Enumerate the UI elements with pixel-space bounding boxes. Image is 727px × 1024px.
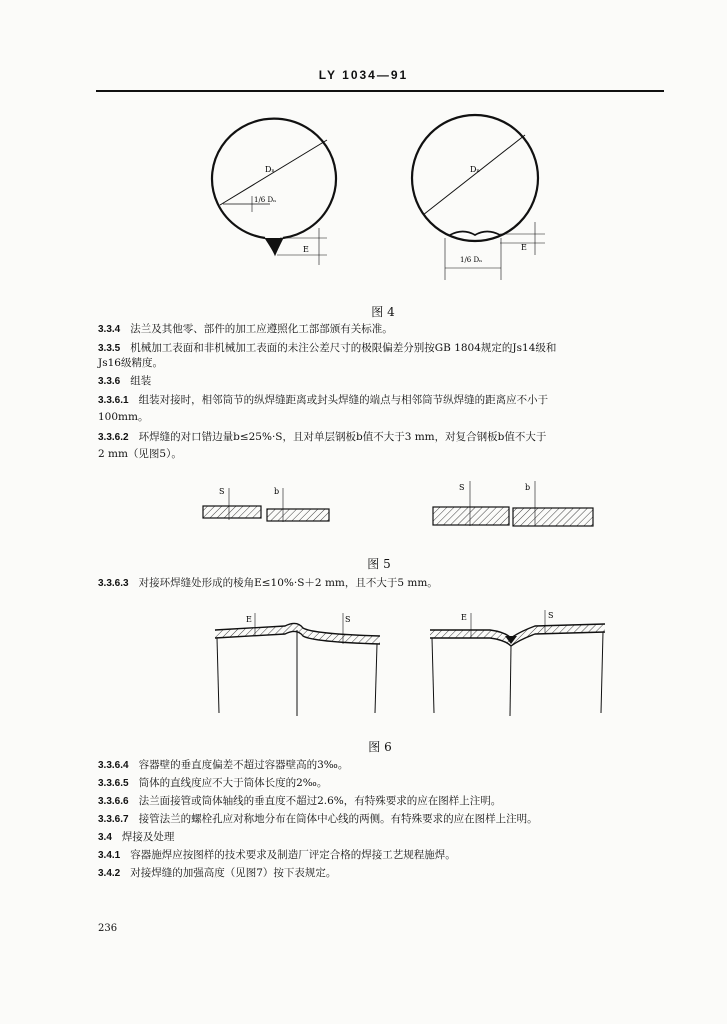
- section-line: [98, 393, 668, 408]
- section-line: [98, 356, 668, 370]
- section-text: 对接焊缝的加强高度（见图7）按下表规定。: [130, 867, 337, 879]
- fig5-right-s-label: S: [459, 483, 465, 492]
- fig4-right-drawing: [412, 115, 545, 280]
- figure-5-caption: 图 5: [367, 557, 391, 571]
- section-number: 3.3.6.5: [98, 778, 129, 789]
- section-text: 法兰及其他零、部件的加工应遵照化工部部颁有关标准。: [130, 323, 393, 335]
- fig6-right-s-label: S: [548, 611, 554, 620]
- section-number: 3.3.6.4: [98, 760, 129, 771]
- section-number: 3.3.4: [98, 324, 121, 335]
- header-rule: [96, 90, 664, 92]
- fig4-left-dn-label: Dₙ: [265, 165, 275, 174]
- figure-5: [195, 476, 605, 536]
- section-number: 3.3.5: [98, 343, 121, 354]
- section-line: [98, 758, 668, 773]
- section-line: [98, 410, 668, 424]
- document-header-title: LY 1034—91: [318, 68, 409, 82]
- section-number: 3.3.6.2: [98, 432, 129, 443]
- fig5-right-b-label: b: [525, 483, 531, 492]
- section-line: [98, 848, 668, 863]
- fig4-left-frac-label: 1/6 Dₙ: [254, 196, 277, 204]
- section-number: 3.4: [98, 832, 112, 843]
- section-text: 焊接及处理: [121, 831, 175, 843]
- section-text: Js16级精度。: [98, 357, 163, 369]
- section-number: 3.3.6.6: [98, 796, 129, 807]
- fig6-right-e-label: E: [461, 613, 467, 622]
- figure-4: [195, 110, 555, 290]
- section-line: [98, 322, 668, 337]
- section-line: [98, 812, 668, 827]
- section-line: [98, 794, 668, 809]
- section-text: 筒体的直线度应不大于筒体长度的2‰。: [138, 777, 328, 789]
- section-text: 组装: [130, 375, 152, 387]
- figure-6: [205, 598, 615, 723]
- section-text: 对接环焊缝处形成的棱角E≤10%·S＋2 mm，且不大于5 mm。: [138, 577, 438, 589]
- fig5-right-drawing: [433, 481, 593, 526]
- fig4-left-e-label: E: [303, 245, 309, 254]
- section-text: 接管法兰的螺栓孔应对称地分布在筒体中心线的两侧。有特殊要求的应在图样上注明。: [138, 813, 538, 825]
- fig4-right-frac-label: 1/6 Dₙ: [460, 256, 483, 264]
- section-text: 容器壁的垂直度偏差不超过容器壁高的3‰。: [138, 759, 349, 771]
- fig6-left-e-label: E: [246, 615, 252, 624]
- section-line: [98, 447, 668, 461]
- section-number: 3.3.6.7: [98, 814, 129, 825]
- section-text: 100mm。: [98, 411, 149, 423]
- section-number: 3.3.6.1: [98, 395, 129, 406]
- fig4-right-dn-label: Dₙ: [470, 165, 480, 174]
- section-number: 3.4.1: [98, 850, 121, 861]
- section-text: 容器施焊应按图样的技术要求及制造厂评定合格的焊接工艺规程施焊。: [130, 849, 456, 861]
- section-line: [98, 374, 668, 389]
- fig6-left-drawing: [215, 613, 380, 716]
- fig6-left-s-label: S: [345, 615, 351, 624]
- fig5-left-s-label: S: [219, 487, 225, 496]
- section-text: 组装对接时，相邻筒节的纵焊缝距离或封头焊缝的端点与相邻筒节纵焊缝的距离应不小于: [138, 394, 549, 406]
- fig4-right-e-label: E: [521, 243, 527, 252]
- fig5-left-drawing: [203, 487, 329, 522]
- section-line: [98, 576, 668, 591]
- section-text: 2 mm（见图5）。: [98, 448, 182, 460]
- fig6-right-drawing: [430, 610, 605, 716]
- section-line: [98, 776, 668, 791]
- section-line: [98, 830, 668, 845]
- fig5-left-b-label: b: [274, 487, 280, 496]
- section-text: 机械加工表面和非机械加工表面的未注公差尺寸的极限偏差分别按GB 1804规定的Js14级和: [130, 342, 557, 354]
- section-number: 3.3.6.3: [98, 578, 129, 589]
- section-line: [98, 866, 668, 881]
- page-number: 236: [98, 923, 118, 934]
- section-line: [98, 341, 668, 356]
- section-line: [98, 430, 668, 445]
- section-number: 3.3.6: [98, 376, 121, 387]
- figure-6-caption: 图 6: [368, 740, 392, 754]
- section-text: 环焊缝的对口错边量b≤25%·S，且对单层钢板b值不大于3 mm，对复合钢板b值不大于: [138, 431, 547, 443]
- fig4-left-drawing: [212, 119, 336, 265]
- section-text: 法兰面接管或筒体轴线的垂直度不超过2.6%，有特殊要求的应在图样上注明。: [138, 795, 502, 807]
- section-number: 3.4.2: [98, 868, 121, 879]
- figure-4-caption: 图 4: [371, 305, 395, 319]
